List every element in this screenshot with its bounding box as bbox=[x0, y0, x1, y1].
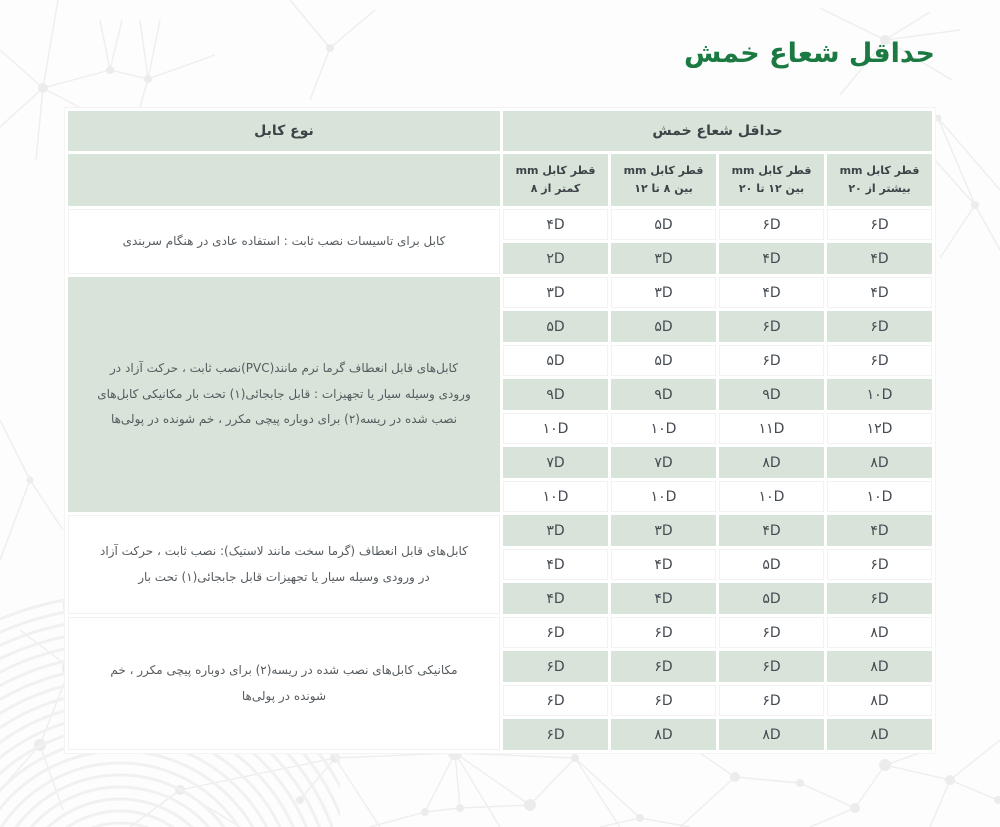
radius-value-cell: ۱۱D bbox=[719, 413, 824, 444]
radius-value-cell: ۴D bbox=[503, 209, 608, 240]
radius-value-cell: ۴D bbox=[827, 243, 932, 274]
radius-value-cell: ۹D bbox=[611, 379, 716, 410]
radius-value-cell: ۷D bbox=[611, 447, 716, 478]
radius-value-cell: ۱۰D bbox=[503, 481, 608, 512]
bend-radius-table bbox=[65, 108, 935, 753]
radius-value-cell: ۱۰D bbox=[827, 481, 932, 512]
radius-value-cell: ۶D bbox=[719, 685, 824, 716]
diameter-col-header-lt8: قطر کابل mm کمتر از ۸ bbox=[503, 154, 608, 206]
radius-value-cell: ۸D bbox=[827, 617, 932, 648]
radius-value-cell: ۷D bbox=[503, 447, 608, 478]
table-body bbox=[68, 209, 932, 750]
radius-value-cell: ۱۰D bbox=[719, 481, 824, 512]
radius-value-cell: ۶D bbox=[503, 719, 608, 750]
radius-value-cell: ۴D bbox=[827, 277, 932, 308]
radius-value-cell: ۵D bbox=[719, 549, 824, 580]
cable-type-cell: مکانیکی کابل‌های نصب شده در ریسه(۲) برای دوباره پیچی مکرر ، خم شونده در پولی‌ها bbox=[68, 617, 500, 750]
table-row bbox=[68, 515, 932, 546]
radius-value-cell: ۴D bbox=[611, 583, 716, 614]
radius-value-cell: ۴D bbox=[719, 243, 824, 274]
radius-value-cell: ۵D bbox=[611, 209, 716, 240]
radius-value-cell: ۳D bbox=[611, 277, 716, 308]
radius-value-cell: ۱۲D bbox=[827, 413, 932, 444]
radius-value-cell: ۸D bbox=[827, 651, 932, 682]
radius-value-cell: ۶D bbox=[719, 311, 824, 342]
radius-value-cell: ۴D bbox=[719, 277, 824, 308]
bend-radius-table-grid bbox=[65, 108, 935, 753]
radius-value-cell: ۱۰D bbox=[827, 379, 932, 410]
radius-value-cell: ۵D bbox=[503, 311, 608, 342]
radius-value-cell: ۹D bbox=[503, 379, 608, 410]
radius-value-cell: ۶D bbox=[719, 617, 824, 648]
radius-value-cell: ۸D bbox=[611, 719, 716, 750]
diameter-col-header-gt20: قطر کابل mm بیشتر از ۲۰ bbox=[827, 154, 932, 206]
type-header-spacer bbox=[68, 154, 500, 206]
radius-value-cell: ۱۰D bbox=[503, 413, 608, 444]
radius-value-cell: ۶D bbox=[503, 617, 608, 648]
table-row bbox=[68, 209, 932, 240]
radius-value-cell: ۶D bbox=[611, 685, 716, 716]
table-header-row-groups bbox=[68, 111, 932, 151]
radius-value-cell: ۴D bbox=[611, 549, 716, 580]
radius-value-cell: ۴D bbox=[827, 515, 932, 546]
radius-value-cell: ۸D bbox=[827, 719, 932, 750]
radius-value-cell: ۴D bbox=[719, 515, 824, 546]
radius-value-cell: ۴D bbox=[503, 549, 608, 580]
page-title: حداقل شعاع خمش bbox=[684, 38, 935, 69]
table-row bbox=[68, 277, 932, 308]
radius-value-cell: ۸D bbox=[719, 447, 824, 478]
radius-value-cell: ۶D bbox=[611, 617, 716, 648]
radius-value-cell: ۵D bbox=[719, 583, 824, 614]
radius-group-header: حداقل شعاع خمش bbox=[503, 111, 932, 151]
radius-value-cell: ۶D bbox=[719, 345, 824, 376]
radius-value-cell: ۳D bbox=[503, 515, 608, 546]
radius-value-cell: ۸D bbox=[827, 447, 932, 478]
cable-type-cell: کابل‌های قابل انعطاف (گرما سخت مانند لاستیک): نصب ثابت ، حرکت آزاد در ورودی وسیله سیار یا تجهیزات قابل جابجائی(۱) تحت بار bbox=[68, 515, 500, 614]
radius-value-cell: ۴D bbox=[503, 583, 608, 614]
table-row bbox=[68, 617, 932, 648]
radius-value-cell: ۵D bbox=[503, 345, 608, 376]
radius-value-cell: ۱۰D bbox=[611, 481, 716, 512]
radius-value-cell: ۶D bbox=[827, 311, 932, 342]
radius-value-cell: ۶D bbox=[503, 685, 608, 716]
radius-value-cell: ۳D bbox=[611, 515, 716, 546]
radius-value-cell: ۶D bbox=[827, 549, 932, 580]
radius-value-cell: ۶D bbox=[827, 345, 932, 376]
radius-value-cell: ۸D bbox=[827, 685, 932, 716]
diameter-col-header-8-12: قطر کابل mm بین ۸ تا ۱۲ bbox=[611, 154, 716, 206]
radius-value-cell: ۳D bbox=[611, 243, 716, 274]
radius-value-cell: ۶D bbox=[719, 651, 824, 682]
radius-value-cell: ۹D bbox=[719, 379, 824, 410]
table-header-row-diameters bbox=[68, 154, 932, 206]
radius-value-cell: ۶D bbox=[611, 651, 716, 682]
radius-value-cell: ۵D bbox=[611, 311, 716, 342]
radius-value-cell: ۵D bbox=[611, 345, 716, 376]
radius-value-cell: ۶D bbox=[827, 209, 932, 240]
radius-value-cell: ۸D bbox=[719, 719, 824, 750]
radius-value-cell: ۶D bbox=[827, 583, 932, 614]
radius-value-cell: ۶D bbox=[719, 209, 824, 240]
cable-type-cell: کابل برای تاسیسات نصب ثابت : استفاده عادی در هنگام سربندی bbox=[68, 209, 500, 274]
radius-value-cell: ۱۰D bbox=[611, 413, 716, 444]
diameter-col-header-12-20: قطر کابل mm بین ۱۲ تا ۲۰ bbox=[719, 154, 824, 206]
radius-value-cell: ۶D bbox=[503, 651, 608, 682]
radius-value-cell: ۳D bbox=[503, 277, 608, 308]
cable-type-cell: کابل‌های قابل انعطاف گرما نرم مانند(PVC)نصب ثابت ، حرکت آزاد در ورودی وسیله سیار یا تجهیزات : قابل جابجائی(۱) تحت بار مکانیکی کابل‌های نصب شده در ریسه(۲) برای دوباره پیچی مکرر ، خم شونده در پولی‌ها bbox=[68, 277, 500, 512]
radius-value-cell: ۲D bbox=[503, 243, 608, 274]
cable-type-header: نوع کابل bbox=[68, 111, 500, 151]
